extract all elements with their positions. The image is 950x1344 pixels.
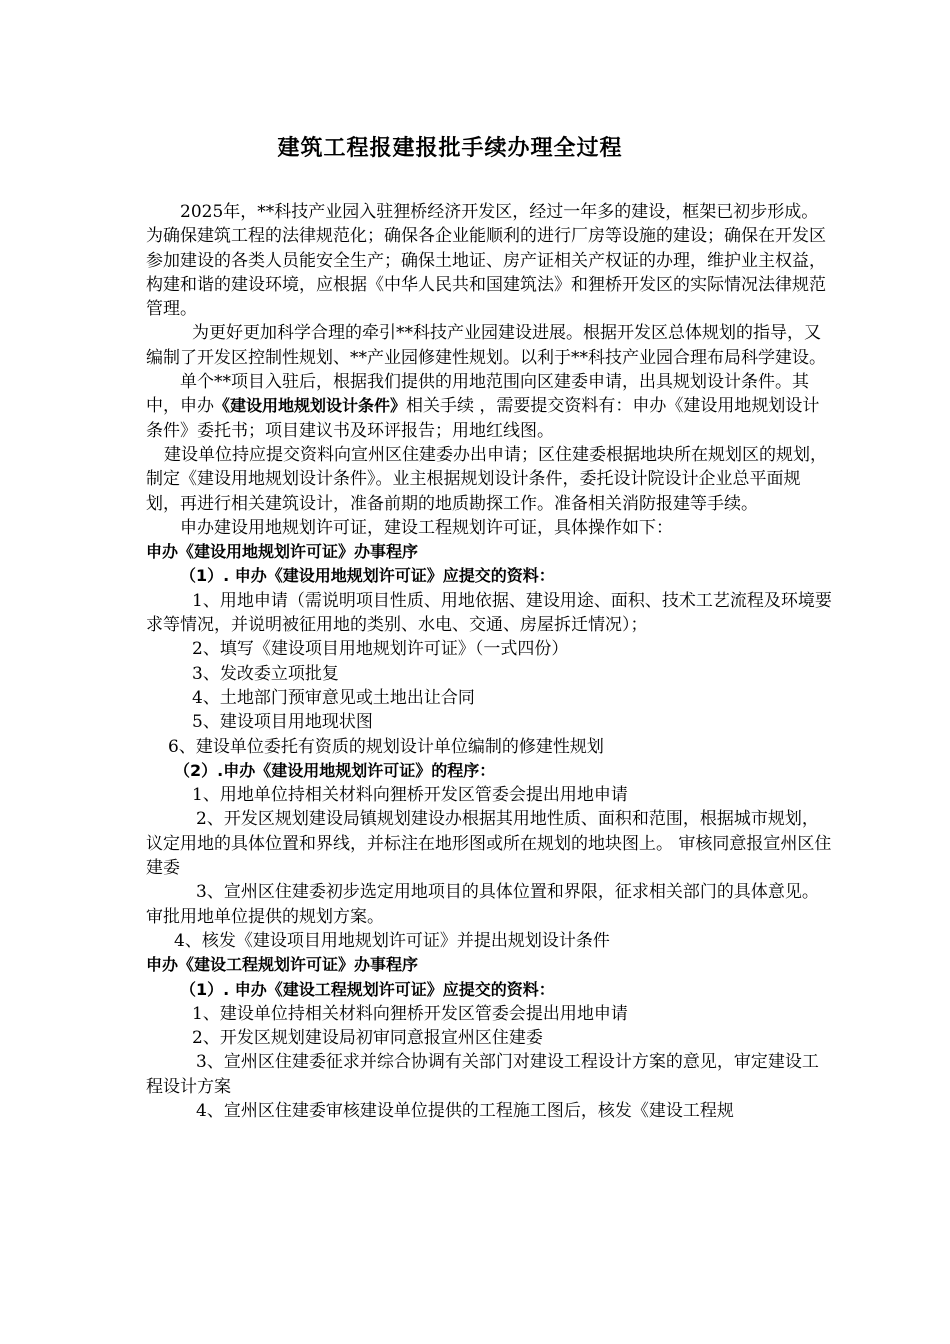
section1-material-item: 4、土地部门预审意见或土地出让合同 xyxy=(192,687,475,708)
paragraph-project-entry-text-c: 相关手续 ，需要提交资料有：申办《建设用地规划设计条件》委托书；项目建议书及环评报告；用地红线图。 xyxy=(146,396,820,441)
paragraph-project-entry xyxy=(146,370,834,443)
section1-material-item: 1、用地申请（需说明项目性质、用地依据、建设用途、面积、技术工艺流程及环境要求等情况，并说明被征用地的类别、水电、交通、房屋拆迁情况）； xyxy=(146,590,832,636)
section1-subheading-materials: （1）. 申办《建设用地规划许可证》应提交的资料： xyxy=(180,566,555,586)
section1-procedure-item: 3、宣州区住建委初步选定用地项目的具体位置和界限，征求相关部门的具体意见。审批用地单位提供的规划方案。 xyxy=(146,882,819,927)
section2-material-item: 4、宣州区住建委审核建设单位提供的工程施工图后，核发《建设工程规 xyxy=(196,1100,734,1121)
document-body xyxy=(146,200,834,1123)
paragraph-project-entry-text-a: 单个**项目入驻后，根据我们提供的用地范围向区建委申请，出具规划设计条件。其中，申办 xyxy=(146,372,809,417)
paragraph-planning: 为更好更加科学合理的牵引**科技产业园建设进展。根据开发区总体规划的指导，又编制了开发区控制性规划、**产业园修建性规划。以利于**科技产业园合理布局科学建设。 xyxy=(146,323,826,368)
paragraph-application: 建设单位持应提交资料向宣州区住建委办出申请；区住建委根据地块所在规划区的规划，制定《建设用地规划设计条件》。业主根据规划设计条件，委托设计院设计企业总平面规划，再进行相关建筑设计，准备前期的地质勘探工作。准备相关消防报建等手续。 xyxy=(146,444,827,514)
section1-material-item: 6、建设单位委托有资质的规划设计单位编制的修建性规划 xyxy=(168,736,604,757)
section1-procedure-item: 4、核发《建设项目用地规划许可证》并提出规划设计条件 xyxy=(174,930,610,951)
section2-subheading-materials: （1）. 申办《建设工程规划许可证》应提交的资料： xyxy=(180,979,555,999)
paragraph-project-entry-bold: 《建设用地规划设计条件》 xyxy=(214,396,407,416)
document-title: 建筑工程报建报批手续办理全过程 xyxy=(277,136,623,161)
section1-procedure-item: 2、开发区规划建设局镇规划建设办根据其用地性质、面积和范围，根据城市规划，议定用地的具体位置和界线，并标注在地形图或所在规划的地块图上。 审核同意报宣州区住建委 xyxy=(146,809,832,879)
section1-procedure-item: 1、用地单位持相关材料向狸桥开发区管委会提出用地申请 xyxy=(192,785,628,806)
section1-material-item: 5、建设项目用地现状图 xyxy=(192,712,373,733)
section2-heading: 申办《建设工程规划许可证》办事程序 xyxy=(146,955,419,975)
section2-material-item: 1、建设单位持相关材料向狸桥开发区管委会提出用地申请 xyxy=(192,1003,628,1024)
section2-material-item: 2、开发区规划建设局初审同意报宣州区住建委 xyxy=(192,1028,543,1049)
section1-material-item: 2、填写《建设项目用地规划许可证》（一式四份） xyxy=(192,639,569,660)
section1-material-item: 3、发改委立项批复 xyxy=(192,663,339,684)
section1-subheading-procedure: （2）.申办《建设用地规划许可证》的程序： xyxy=(174,760,496,780)
section2-material-item: 3、宣州区住建委征求并综合协调有关部门对建设工程设计方案的意见，审定建设工程设计方案 xyxy=(146,1052,819,1097)
paragraph-intro: 2025年，**科技产业园入驻狸桥经济开发区，经过一年多的建设，框架已初步形成。为确保建筑工程的法律规范化；确保各企业能顺利的进行厂房等设施的建设；确保在开发区参加建设的各类人员能安全生产；确保土地证、房产证相关产权证的办理，维护业主权益，构建和谐的建设环境，应根据《中华人民共和国建筑法》和狸桥开发区的实际情况法律规范管理。 xyxy=(146,202,826,320)
section1-heading: 申办《建设用地规划许可证》办事程序 xyxy=(146,542,419,562)
paragraph-operation: 申办建设用地规划许可证，建设工程规划许可证，具体操作如下： xyxy=(180,517,673,538)
